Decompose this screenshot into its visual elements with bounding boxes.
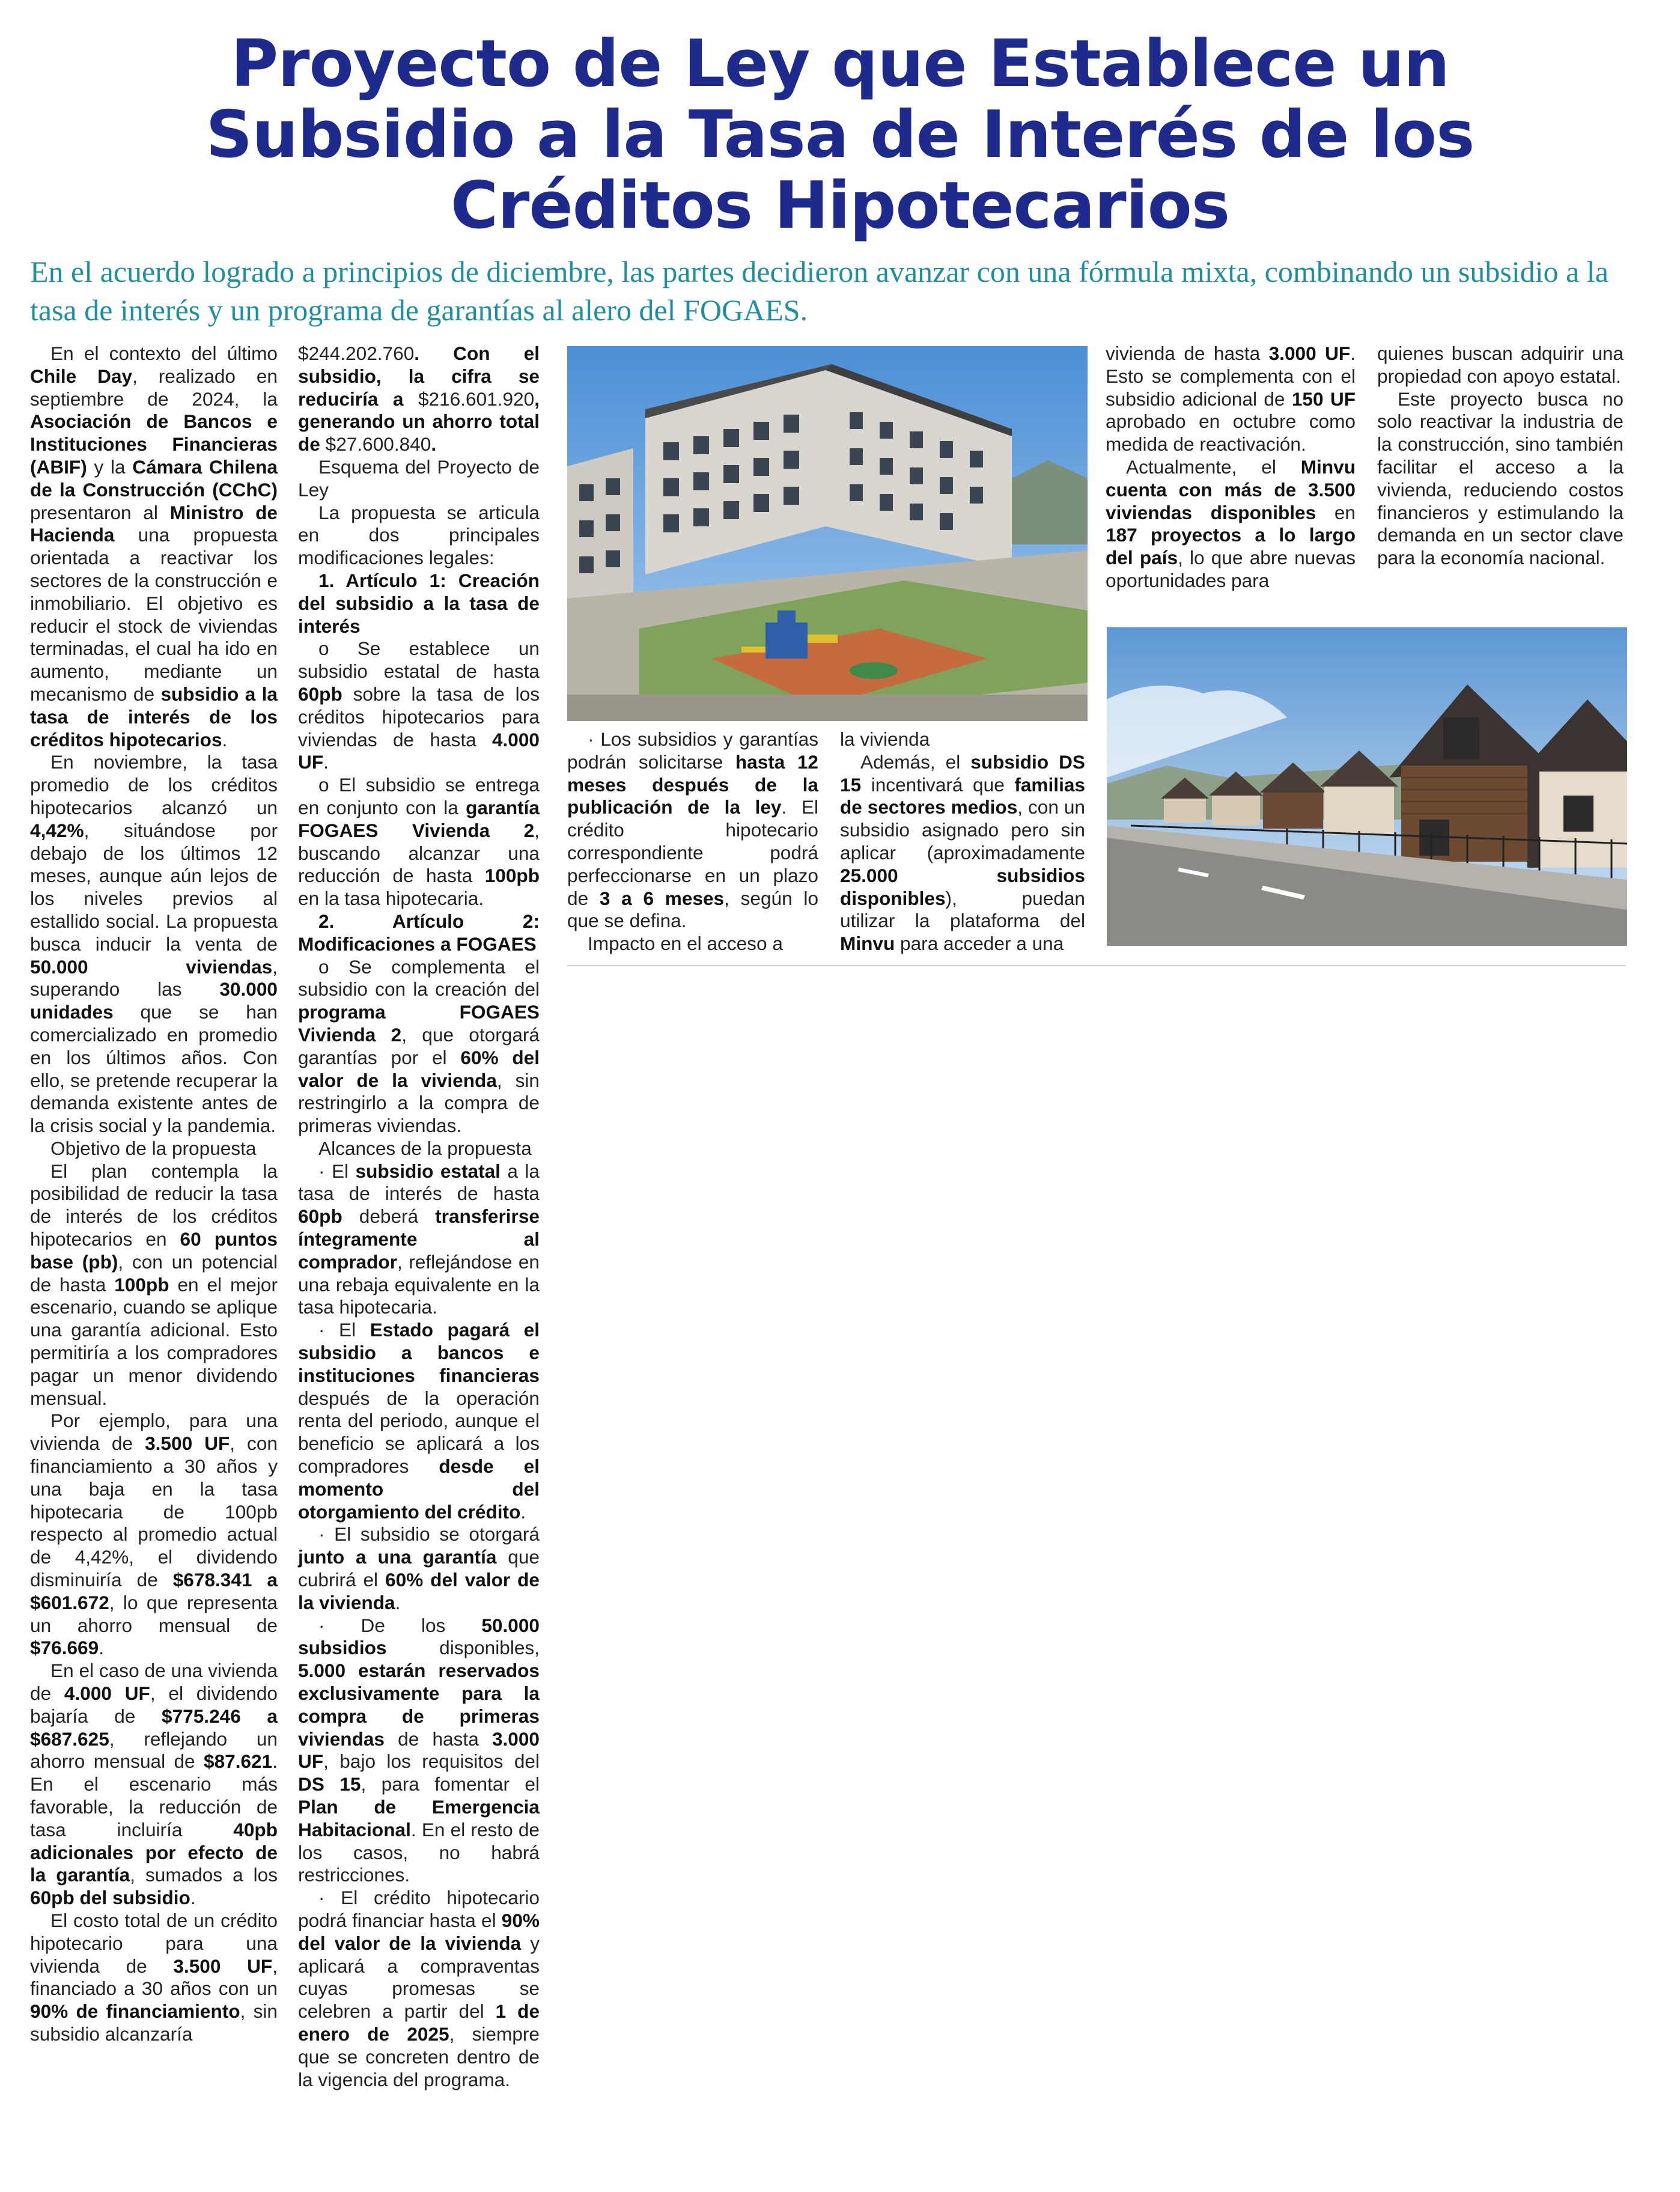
bold-text: 100pb	[114, 1273, 169, 1295]
paragraph: quienes buscan adquirir una propiedad con apoyo estatal.	[1377, 342, 1624, 387]
bold-text: 3.000 UF	[1268, 342, 1351, 364]
text-run: , realizado en septiembre de 2024, la	[30, 365, 278, 410]
text-run: o Se establece un subsidio estatal de hasta	[298, 638, 540, 683]
headline-line-2: Subsidio a la Tasa de Interés de los	[205, 97, 1475, 172]
column-divider	[567, 965, 1626, 966]
bold-text: garantía FOGAES Vivienda 2	[298, 796, 540, 841]
houses-street-photo	[1107, 627, 1627, 946]
article-column-6	[1377, 342, 1624, 570]
lead-paragraph: En el acuerdo logrado a principios de diciembre, las partes decidieron avanzar con una fórmula mixta, combinando un subsidio a la tasa de interés y un programa de garantías al alero del FOGAES.	[30, 255, 1608, 327]
article-column-2	[298, 342, 540, 2091]
text-run: una propuesta orientada a reactivar los sectores de la construcción e inmobiliario. El objetivo es reducir el stock de viviendas terminadas, el cual ha ido en aumento, mediante un mecanismo de	[30, 524, 278, 705]
text-run: . En el resto de los casos, no habrá restricciones.	[298, 1818, 540, 1886]
text-run: $27.600.840	[325, 433, 431, 455]
text-run: · El subsidio se otorgará	[318, 1523, 540, 1545]
text-run: después de la operación renta del periodo, aunque el beneficio se aplicará a los compradores	[298, 1387, 540, 1478]
bold-text: 25.000 subsidios disponibles	[840, 864, 1085, 909]
text-run: , con financiamiento a 30 años y una baja en la tasa hipotecaria de 100pb respecto al promedio actual de 4,42%, el dividendo disminuiría de	[30, 1432, 278, 1591]
text-run: aprobado en octubre como medida de reactivación.	[1106, 410, 1356, 455]
text-run: , bajo los requisitos del	[323, 1750, 540, 1773]
list-item	[298, 1160, 540, 1320]
bold-text: 90% de financiamiento	[30, 2000, 240, 2023]
list-item	[298, 956, 540, 1137]
bold-text: DS 15	[298, 1773, 361, 1795]
text-run: que se han comercializado en promedio en los últimos años. Con ello, se pretende recuperar la demanda existente antes de la crisis social y la pandemia.	[30, 1001, 278, 1137]
text-run: , con un potencial de hasta	[30, 1250, 278, 1295]
article-column-4	[840, 728, 1085, 955]
paragraph	[30, 1910, 278, 2046]
bold-text: 40pb adicionales por efecto de la garantía	[30, 1818, 278, 1886]
text-run: en el mejor escenario, cuando se aplique una garantía adicional. Esto permitiría a los compradores pagar un menor dividendo mensual.	[30, 1273, 278, 1409]
bold-text: Minvu cuenta con más de 3.500 viviendas disponibles	[1106, 455, 1356, 523]
bold-text: Asociación de Bancos e Instituciones Financieras (ABIF)	[30, 410, 278, 478]
text-run: , buscando alcanzar una reducción de hasta	[298, 819, 540, 887]
bold-text: Minvu	[840, 933, 895, 955]
text-run: , el dividendo bajaría de	[30, 1682, 278, 1727]
bold-text: 150 UF	[1291, 388, 1356, 410]
bold-text: programa FOGAES Vivienda 2	[298, 1001, 540, 1046]
text-run: . En el escenario más favorable, la reducción de tasa incluiría	[30, 1750, 278, 1840]
text-run: incentivará que	[861, 773, 1015, 796]
text-run: ), puedan utilizar la plataforma del	[840, 887, 1085, 932]
bold-text: 3.500 UF	[145, 1432, 230, 1455]
apartment-buildings-photo	[567, 346, 1088, 721]
bold-text: 1 de enero de 2025	[298, 2000, 540, 2045]
paragraph: La propuesta se articula en dos principales modificaciones legales:	[298, 501, 540, 569]
text-run: o Se complementa el subsidio con la creación del	[298, 955, 540, 1000]
text-run: .	[222, 728, 228, 750]
bold-text: junto a una garantía	[298, 1546, 497, 1568]
bold-text: 60pb	[298, 683, 342, 705]
text-run: presentaron al	[30, 501, 170, 523]
text-run: y aplicará a compraventas cuyas promesas se celebren a partir del	[298, 1932, 540, 2023]
text-run: para acceder a una	[895, 933, 1064, 955]
list-item	[567, 728, 818, 933]
paragraph	[30, 1410, 278, 1660]
bold-text: 4,42%	[30, 819, 84, 841]
bold-text: 4.000 UF	[298, 728, 540, 773]
bold-text: $76.669	[30, 1637, 99, 1659]
text-run: , según lo que se defina.	[567, 887, 819, 932]
bold-text: familias de sectores medios	[840, 773, 1085, 818]
text-run: . Esto se complementa con el subsidio adicional de	[1106, 342, 1356, 410]
text-run: · Los subsidios y garantías podrán solicitarse	[567, 728, 818, 773]
article-column-1	[30, 342, 278, 2046]
bold-text: Chile Day	[30, 365, 133, 387]
text-run: deberá	[342, 1205, 436, 1228]
bold-text: 50.000 subsidios	[298, 1614, 540, 1659]
text-run: · De los	[318, 1614, 482, 1636]
bold-text: desde el momento del otorgamiento del crédito	[298, 1455, 540, 1523]
headline-line-1: Proyecto de Ley que Establece un	[231, 26, 1449, 102]
text-run: . El crédito hipotecario correspondiente podrá perfeccionarse en un plazo de	[567, 796, 818, 909]
bold-text: 60 puntos base (pb)	[30, 1228, 278, 1273]
text-run: , financiado a 30 años con un	[30, 1955, 278, 2000]
text-run: · El	[318, 1319, 370, 1341]
text-run: que cubrirá el	[298, 1546, 540, 1591]
text-run: , siempre que se concreten dentro de la vigencia del programa.	[298, 2023, 540, 2090]
text-run: , para fomentar el	[361, 1773, 540, 1795]
bold-text: .	[431, 433, 437, 455]
paragraph	[840, 751, 1085, 955]
text-run: · El	[318, 1160, 356, 1182]
paragraph	[298, 342, 540, 456]
text-run: , lo que abre nuevas oportunidades para	[1106, 547, 1356, 591]
bold-text: Ministro de Hacienda	[30, 501, 278, 546]
text-run: , sin subsidio alcanzaría	[30, 2000, 278, 2045]
text-run: en la tasa hipotecaria.	[298, 887, 484, 910]
text-run: .	[323, 751, 329, 773]
bold-text: $775.246 a $687.625	[30, 1705, 278, 1750]
bold-text: subsidio DS 15	[840, 750, 1085, 796]
text-run: $216.601.920	[418, 388, 535, 410]
list-item	[298, 1887, 540, 2091]
section-heading: Objetivo de la propuesta	[50, 1137, 257, 1159]
bold-text: 2. Artículo 2: Modificaciones a FOGAES	[298, 910, 540, 955]
bold-text: 90% del valor de la vivienda	[298, 1909, 540, 1954]
text-run: .	[190, 1887, 196, 1909]
bold-text: subsidio a la tasa de interés de los créditos hipotecarios	[30, 683, 278, 750]
bold-text: 60pb del subsidio	[30, 1887, 190, 1909]
bold-text: 4.000 UF	[64, 1682, 150, 1705]
bold-text: transferirse íntegramente al comprador	[298, 1205, 540, 1273]
bold-text: 3 a 6 meses	[599, 887, 725, 909]
bold-text: hasta 12 meses después de la publicación de la ley	[567, 750, 818, 818]
bold-text: 60pb	[298, 1205, 342, 1228]
paragraph	[30, 342, 278, 751]
text-run: $244.202.760	[298, 342, 415, 364]
paragraph	[1106, 456, 1356, 592]
text-run: Además, el	[860, 750, 971, 773]
text-run: disponibles,	[386, 1637, 540, 1659]
bold-text: 30.000 unidades	[30, 978, 278, 1023]
list-item	[298, 1615, 540, 1887]
bold-text: 60% del valor de la vivienda	[298, 1569, 540, 1613]
list-item	[298, 1523, 540, 1614]
text-run: y la	[87, 455, 133, 478]
text-run: .	[520, 1500, 526, 1523]
paragraph	[1106, 342, 1356, 456]
article-column-3	[567, 728, 818, 955]
paragraph	[30, 1160, 278, 1410]
section-heading: Esquema del Proyecto de Ley	[298, 455, 540, 501]
section-heading: Alcances de la propuesta	[318, 1137, 532, 1159]
paragraph: Este proyecto busca no solo reactivar la industria de la construcción, sino también facilitar el acceso a la vivienda, reduciendo costos financieros y estimulando la demanda en un sector clave para la economía nacional.	[1377, 388, 1624, 569]
bold-text: 5.000 estarán reservados exclusivamente para la compra de primeras viviendas	[298, 1660, 540, 1750]
text-run: , reflejando un ahorro mensual de	[30, 1728, 278, 1773]
text-run: · El crédito hipotecario podrá financiar hasta el	[298, 1887, 540, 1931]
list-item	[298, 774, 540, 910]
text-run: Por ejemplo, para una vivienda de	[30, 1410, 278, 1455]
headline-line-3: Créditos Hipotecarios	[450, 168, 1230, 243]
bold-text: subsidio estatal	[355, 1160, 501, 1182]
bold-text: Estado pagará el subsidio a bancos e instituciones financieras	[298, 1319, 540, 1386]
bold-text: 187 proyectos a lo largo del país	[1106, 524, 1356, 569]
text-run: .	[99, 1637, 104, 1659]
text-run: vivienda de hasta	[1106, 342, 1269, 364]
text-run: El plan contempla la posibilidad de reducir la tasa de interés de los créditos hipotecarios en	[30, 1160, 278, 1250]
headline	[96, 26, 1584, 243]
text-run: El costo total de un crédito hipotecario para una vivienda de	[30, 1909, 278, 1977]
bold-text: 100pb	[484, 865, 540, 887]
text-run: de hasta	[385, 1728, 492, 1750]
bold-text: , generando un ahorro total de	[298, 388, 540, 455]
bold-text: 50.000 viviendas	[30, 955, 273, 978]
text-run: En el caso de una vivienda de	[30, 1660, 278, 1705]
text-run: En el contexto del último	[50, 342, 278, 364]
bold-text: 1. Artículo 1: Creación del subsidio a la tasa de interés	[298, 569, 540, 637]
text-run: en	[1316, 501, 1356, 523]
list-item	[298, 1319, 540, 1523]
bold-text: $678.341 a $601.672	[30, 1569, 278, 1613]
text-run: , sin restringirlo a la compra de primeras viviendas.	[298, 1069, 540, 1137]
bold-text: 3.500 UF	[173, 1955, 273, 1977]
text-run: , que otorgará garantías por el	[298, 1023, 540, 1068]
paragraph	[30, 1660, 278, 1910]
text-run: , lo que representa un ahorro mensual de	[30, 1591, 278, 1636]
text-run: .	[395, 1591, 401, 1613]
text-run: a la tasa de interés de hasta	[298, 1160, 540, 1205]
list-heading	[298, 910, 540, 956]
text-run: , situándose por debajo de los últimos 12 meses, aunque aún lejos de los niveles previos al estallido social. La propuesta busca inducir la venta de	[30, 819, 278, 955]
section-heading-continued: la vivienda	[840, 728, 930, 750]
list-item	[298, 638, 540, 774]
paragraph	[30, 751, 278, 1137]
article-column-5	[1106, 342, 1356, 592]
text-run: sobre la tasa de los créditos hipotecarios para viviendas de hasta	[298, 683, 540, 750]
text-run: , reflejándose en una rebaja equivalente en la tasa hipotecaria.	[298, 1250, 540, 1318]
section-heading: Impacto en el acceso a	[588, 933, 783, 955]
bold-text: $87.621	[204, 1750, 273, 1773]
text-run: En noviembre, la tasa promedio de los créditos hipotecarios alcanzó un	[30, 751, 278, 818]
bold-text: Cámara Chilena de la Construcción (CChC)	[30, 455, 278, 501]
text-run: , superando las	[30, 955, 278, 1000]
list-heading	[298, 570, 540, 638]
bold-text: . Con el subsidio, la cifra se reduciría a	[298, 342, 540, 410]
text-run: , sumados a los	[130, 1864, 278, 1886]
bold-text: Plan de Emergencia Habitacional	[298, 1796, 540, 1840]
text-run: Actualmente, el	[1126, 455, 1301, 478]
text-run: , con un subsidio asignado pero sin aplicar (aproximadamente	[840, 796, 1085, 863]
bold-text: 60% del valor de la vivienda	[298, 1046, 540, 1091]
text-run: o El subsidio se entrega en conjunto con la	[298, 774, 540, 818]
bold-text: 3.000 UF	[298, 1728, 540, 1773]
